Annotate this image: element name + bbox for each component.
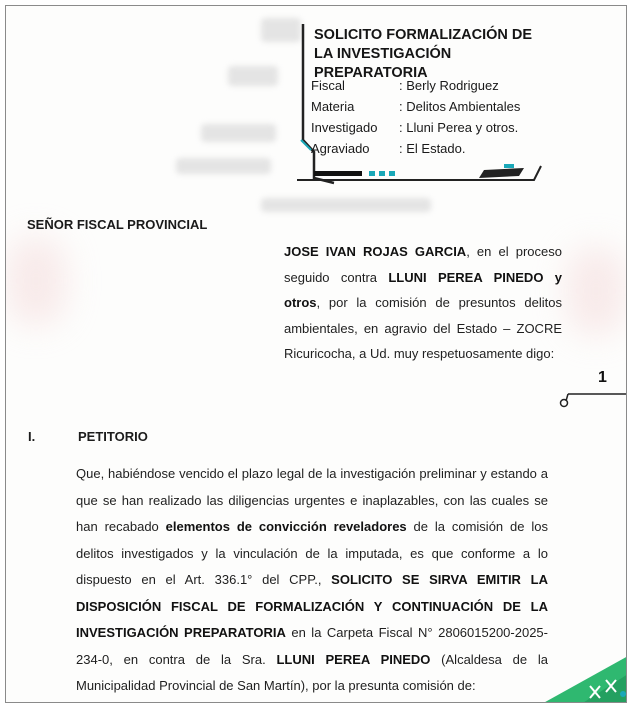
body-bold-text: SOLICITO SE SIRVA EMITIR LA DISPOSICIÓN FISCAL DE FORMALIZACIÓN Y CONTINUACIÓN DE LA INVESTIGACIÓN PREPARATORIA [76,572,548,640]
background-smudge [6,236,66,326]
header-label: Investigado [311,120,378,135]
section-number: I. [28,429,36,444]
intro-text: , en el proceso seguido contra [284,244,562,285]
addressee: SEÑOR FISCAL PROVINCIAL [27,217,208,232]
header-label: Fiscal [311,78,345,93]
header-value: : Delitos Ambientales [399,99,521,114]
body-bold-text: elementos de convicción reveladores [165,519,407,534]
redacted-block [228,66,278,86]
redacted-block [261,198,431,212]
header-label: Materia [311,99,355,114]
header-box [289,20,545,192]
page-number: 1 [598,369,607,386]
page-number-decoration [558,386,627,408]
header-title: SOLICITO FORMALIZACIÓN DE LA INVESTIGACIÓN PREPARATORIA [314,27,533,81]
body-bold-text: LLUNI PEREA PINEDO [276,651,431,667]
body-text: Que, habiéndose vencido el plazo legal de la investigación preliminar y estando a que se han realizado las diligencias urgentes e inaplazables, con las cuales se han recabado [76,466,548,534]
petitorio-paragraph [76,461,548,700]
intro-text: , por la comisión de presuntos delitos ambientales, en agravio del Estado – ZOCRE Ricuricocha, a Ud. muy respetuosamente digo: [284,295,562,361]
body-text: en la Carpeta Fiscal N° 2806015200-2025-234-0, en contra de la Sra. [76,625,548,667]
document-page [5,5,627,703]
intro-paragraph [284,239,562,367]
redacted-block [201,124,276,142]
corner-decoration [538,646,627,703]
header-label: Agraviado [311,141,370,156]
body-text: (Alcaldesa de la Municipalidad Provincial de San Martín), por la presunta comisión de: [76,651,548,693]
petitioner-name: JOSE IVAN ROJAS GARCIA [284,244,467,259]
body-text: de la comisión de los delitos investigados y la vinculación de la imputada, es que conforme a lo dispuesto en el Art. 336.1° del CPP., [76,519,548,587]
background-smudge [566,246,626,336]
redacted-block [176,158,271,174]
section-title: PETITORIO [78,429,148,444]
header-value: : Berly Rodriguez [399,78,499,93]
header-value: : Lluni Perea y otros. [399,120,519,135]
accused-name: LLUNI PEREA PINEDO y otros [284,269,562,310]
header-value: : El Estado. [399,141,466,156]
